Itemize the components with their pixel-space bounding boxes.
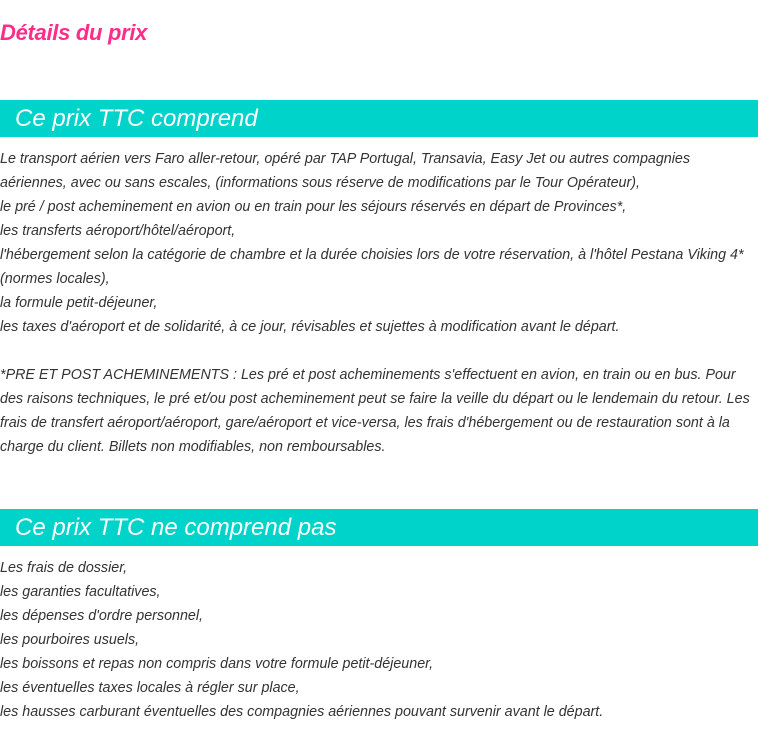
list-item: les pourboires usuels, [0,632,140,648]
page-title: Détails du prix [0,20,148,45]
excluded-list [0,556,756,724]
included-list [0,147,756,339]
list-item: les boissons et repas non compris dans votre formule petit-déjeuner, [0,656,434,672]
transfer-note [0,363,756,459]
list-item: les hausses carburant éventuelles des compagnies aériennes pouvant survenir avant le départ. [0,704,604,720]
excluded-heading: Ce prix TTC ne comprend pas [0,509,758,546]
list-item: le pré / post acheminement en avion ou en train pour les séjours réservés en départ de Provinces*, [0,199,627,215]
list-item: les transferts aéroport/hôtel/aéroport, [0,223,236,239]
included-heading: Ce prix TTC comprend [0,100,758,137]
list-item: les garanties facultatives, [0,584,161,600]
list-item: Le transport aérien vers Faro aller-retour, opéré par TAP Portugal, Transavia, Easy Jet ou autres compagnies aériennes, avec ou sans escales, (informations sous réserve de modifications par le Tour Opérateur), [0,151,691,191]
list-item: les éventuelles taxes locales à régler sur place, [0,680,300,696]
list-item: Les frais de dossier, [0,560,128,576]
list-item: les dépenses d'ordre personnel, [0,608,204,624]
list-item: les taxes d'aéroport et de solidarité, à ce jour, révisables et sujettes à modification avant le départ. [0,319,620,335]
list-item: l'hébergement selon la catégorie de chambre et la durée choisies lors de votre réservation, à l'hôtel Pestana Viking 4* (normes locales), [0,247,744,287]
list-item: la formule petit-déjeuner, [0,295,158,311]
transfer-note-text: *PRE ET POST ACHEMINEMENTS : Les pré et post acheminements s'effectuent en avion, en train ou en bus. Pour des raisons techniques, le pré et/ou post acheminement peut se faire la veille du départ ou le lendemain du retour. Les frais de transfert aéroport/aéroport, gare/aéroport et vice-versa, les frais d'hébergement ou de restauration sont à la charge du client. Billets non modifiables, non remboursables. [0,367,750,455]
